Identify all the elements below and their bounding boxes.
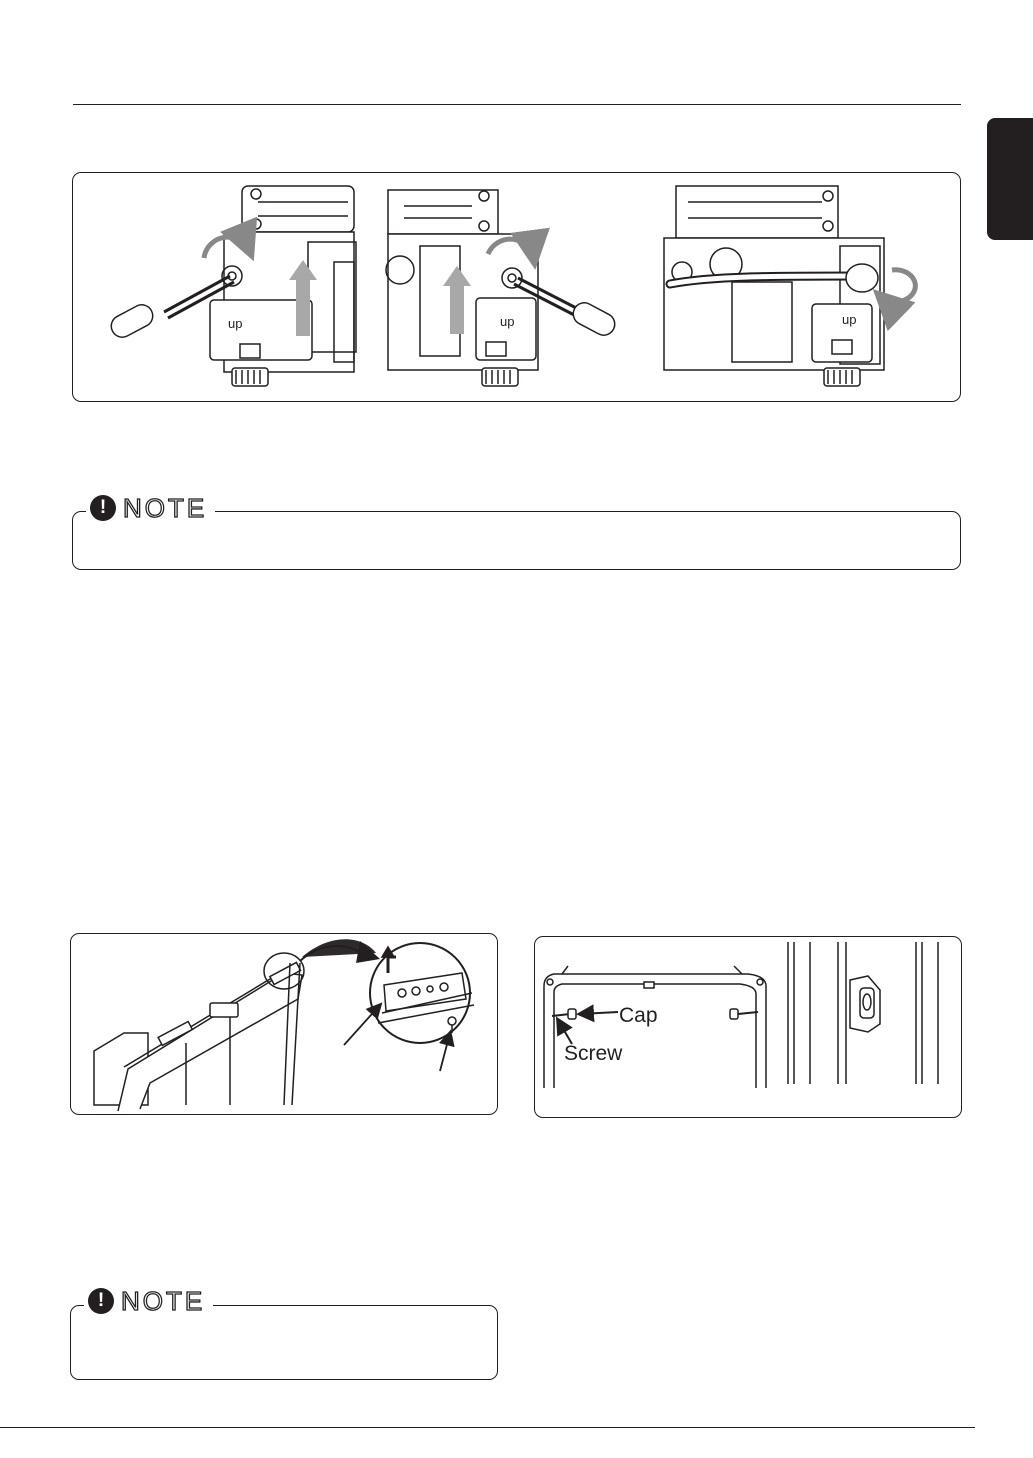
note-header-2	[84, 1286, 213, 1316]
cap-label: Cap	[619, 1004, 658, 1027]
adjust-panel-2	[386, 190, 619, 386]
exclamation-icon: !	[90, 495, 116, 521]
adjust-panel-3	[664, 186, 915, 386]
panel-2-up-label: up	[500, 314, 515, 329]
note-header-1	[86, 493, 215, 523]
screw-label: Screw	[564, 1042, 623, 1065]
header-rule	[73, 104, 961, 105]
panel-3-up-label: up	[842, 312, 857, 327]
note-label: NOTE	[121, 1285, 206, 1316]
footer-rule	[0, 1427, 975, 1428]
panel-1-up-label: up	[228, 316, 243, 331]
bracket-figure	[70, 933, 498, 1115]
adjust-panel-1	[107, 186, 356, 386]
exclamation-icon: !	[88, 1288, 114, 1314]
language-tab[interactable]	[987, 118, 1033, 240]
note-label: NOTE	[123, 492, 208, 523]
adjustment-figure	[72, 172, 961, 402]
cap-screw-figure	[534, 936, 962, 1118]
